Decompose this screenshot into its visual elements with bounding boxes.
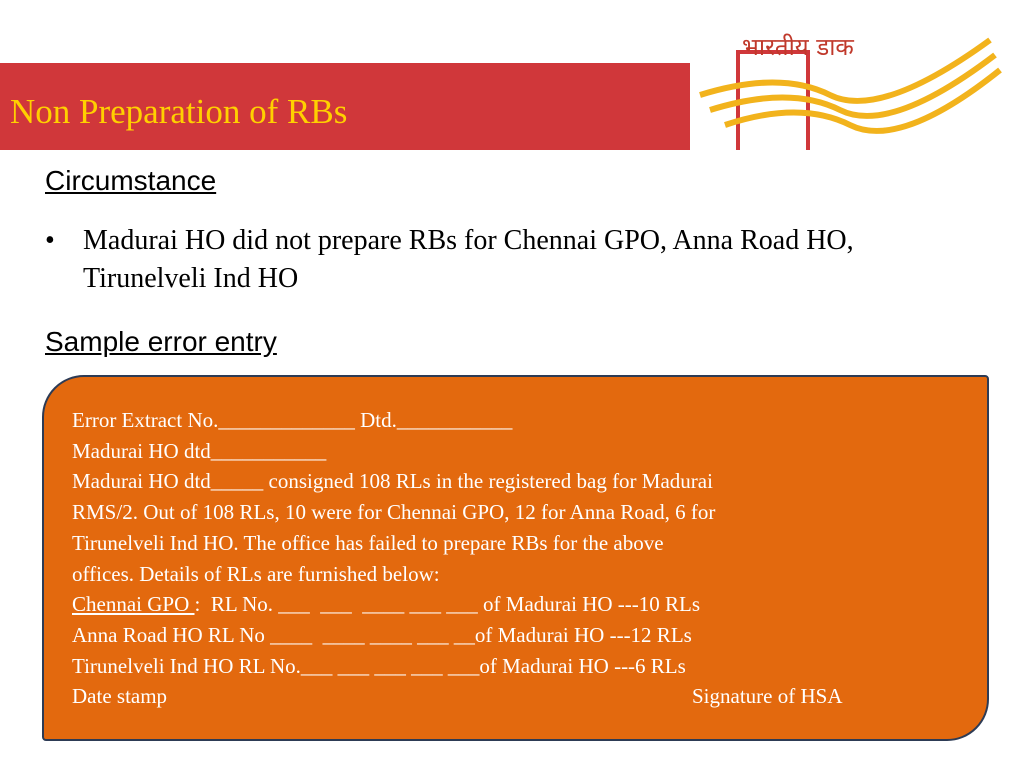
entry-line: Error Extract No._____________ Dtd.___________ [72, 408, 513, 432]
circumstance-list [45, 222, 945, 298]
entry-line: Anna Road HO RL No ____ ____ ____ ___ __of Madurai HO ---12 RLs [72, 622, 692, 647]
error-entry-text [72, 405, 972, 712]
circumstance-heading: Circumstance [45, 165, 217, 196]
sample-heading: Sample error entry [45, 326, 277, 357]
logo-text: भारतीय डाक [742, 33, 854, 61]
entry-line [72, 681, 972, 712]
bullet-text: Madurai HO did not prepare RBs for Chennai GPO, Anna Road HO, Tirunelveli Ind HO [83, 225, 854, 294]
entry-line: offices. Details of RLs are furnished below: [72, 561, 440, 586]
entry-line [72, 589, 972, 620]
entry-line: Tirunelveli Ind HO. The office has failed to prepare RBs for the above [72, 530, 664, 555]
chennai-gpo-detail: : RL No. ___ ___ ____ ___ ___ of Madurai HO ---10 RLs [194, 592, 701, 617]
date-stamp-label: Date stamp [72, 684, 168, 709]
slide-title: Non Preparation of RBs [10, 92, 348, 131]
entry-line: Madurai HO dtd___________ [72, 438, 327, 463]
india-post-logo-icon [690, 0, 1024, 150]
entry-line: Tirunelveli Ind HO RL No.___ ___ ___ ___ ___of Madurai HO ---6 RLs [72, 653, 686, 678]
signature-label: Signature of HSA [692, 684, 843, 709]
entry-line: RMS/2. Out of 108 RLs, 10 were for Chennai GPO, 12 for Anna Road, 6 for [72, 500, 716, 525]
bullet-icon: • [45, 225, 55, 256]
entry-line: Madurai HO dtd_____ consigned 108 RLs in the registered bag for Madurai [72, 469, 713, 494]
chennai-gpo-label: Chennai GPO [72, 592, 195, 617]
list-item [45, 222, 945, 298]
